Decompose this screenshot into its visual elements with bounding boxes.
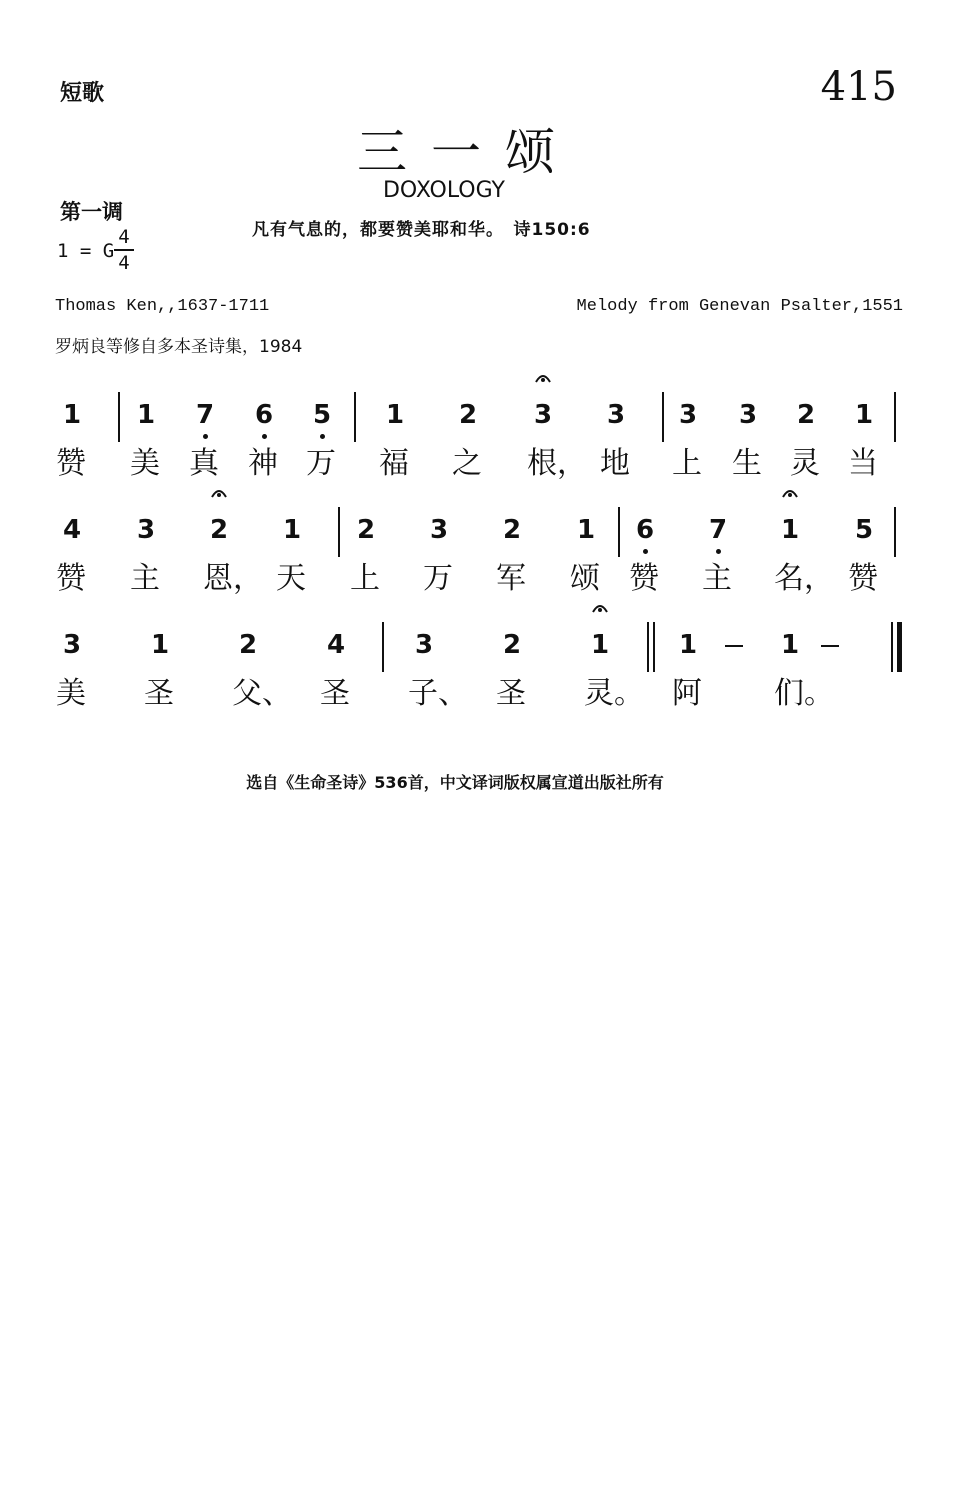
note-number: 7 <box>708 515 728 545</box>
fermata-icon <box>781 485 799 499</box>
score-note <box>525 400 561 430</box>
note-number: 1 <box>385 400 405 430</box>
note-number: 2 <box>796 400 816 430</box>
lyric-char: 圣 <box>144 676 174 711</box>
double-barline <box>653 622 655 672</box>
lyric-char: 生 <box>732 446 762 481</box>
lyric-char: 灵。 <box>584 676 644 711</box>
lyric-char: 赞 <box>629 561 659 596</box>
score-note <box>128 400 164 430</box>
lyric-char: 上 <box>672 446 702 481</box>
lyric-char: 圣 <box>496 676 526 711</box>
score-note <box>274 515 310 545</box>
note-number: 1 <box>590 630 610 660</box>
barline <box>338 507 340 557</box>
score-note <box>54 515 90 545</box>
key-signature: 1 = G <box>57 240 115 262</box>
barline <box>354 392 356 442</box>
score-note <box>406 630 442 660</box>
lyric-char: 颂 <box>570 561 600 596</box>
lyric-char: 赞 <box>56 446 86 481</box>
melody-source: Melody from Genevan Psalter,1551 <box>576 297 903 316</box>
note-number: 2 <box>238 630 258 660</box>
time-signature-top: 4 <box>118 226 130 248</box>
note-number: 1 <box>576 515 596 545</box>
note-number: 1 <box>150 630 170 660</box>
barline <box>118 392 120 442</box>
tune-label: 第一调 <box>60 199 123 224</box>
note-number: 3 <box>136 515 156 545</box>
score-note <box>730 400 766 430</box>
score-note <box>582 630 618 660</box>
note-number: 2 <box>502 630 522 660</box>
lyric-char: 当 <box>848 446 878 481</box>
score-note <box>788 400 824 430</box>
score-note <box>128 515 164 545</box>
score-note <box>201 515 237 545</box>
lyric-char: 灵 <box>790 446 820 481</box>
lyric-char: 赞 <box>56 561 86 596</box>
hymn-title-english: DOXOLOGY <box>382 178 505 203</box>
fermata-icon <box>210 485 228 499</box>
sustain-dash <box>821 645 839 647</box>
barline <box>894 507 896 557</box>
sustain-dash <box>725 645 743 647</box>
score-note <box>846 515 882 545</box>
lyric-char: 万 <box>423 561 453 596</box>
note-number: 1 <box>62 400 82 430</box>
score-note <box>246 400 282 430</box>
note-number: 2 <box>356 515 376 545</box>
note-number: 3 <box>62 630 82 660</box>
note-number: 4 <box>62 515 82 545</box>
time-signature-bottom: 4 <box>118 252 130 274</box>
note-number: 3 <box>429 515 449 545</box>
score-note <box>54 400 90 430</box>
final-barline <box>897 622 902 672</box>
lyric-char: 上 <box>350 561 380 596</box>
note-number: 5 <box>854 515 874 545</box>
note-number: 2 <box>458 400 478 430</box>
note-number: 3 <box>533 400 553 430</box>
score-note <box>846 400 882 430</box>
note-number: 1 <box>678 630 698 660</box>
note-number: 6 <box>635 515 655 545</box>
score-note <box>230 630 266 660</box>
lyric-char: 根， <box>527 446 587 481</box>
note-number: 6 <box>254 400 274 430</box>
score-note <box>348 515 384 545</box>
note-number: 3 <box>678 400 698 430</box>
scripture-verse: 凡有气息的，都要赞美耶和华。 诗150:6 <box>252 220 591 240</box>
lyric-char: 赞 <box>848 561 878 596</box>
score-note <box>318 630 354 660</box>
time-signature-line <box>114 249 134 251</box>
score-note <box>494 630 530 660</box>
score-note <box>54 630 90 660</box>
lower-octave-dot <box>203 434 208 439</box>
score-note <box>670 400 706 430</box>
score-note <box>377 400 413 430</box>
lyric-char: 阿 <box>672 676 702 711</box>
note-number: 2 <box>209 515 229 545</box>
lyric-char: 军 <box>496 561 526 596</box>
lower-octave-dot <box>643 549 648 554</box>
score-note <box>568 515 604 545</box>
lyric-char: 们。 <box>774 676 834 711</box>
score-note <box>304 400 340 430</box>
lower-octave-dot <box>320 434 325 439</box>
note-number: 5 <box>312 400 332 430</box>
note-number: 2 <box>502 515 522 545</box>
note-number: 4 <box>326 630 346 660</box>
time-signature <box>114 226 134 274</box>
note-number: 1 <box>282 515 302 545</box>
barline <box>662 392 664 442</box>
score-note <box>421 515 457 545</box>
note-number: 1 <box>136 400 156 430</box>
score-note <box>450 400 486 430</box>
lyric-char: 真 <box>189 446 219 481</box>
note-number: 7 <box>195 400 215 430</box>
lyric-char: 父、 <box>232 676 292 711</box>
barline <box>382 622 384 672</box>
note-number: 3 <box>606 400 626 430</box>
fermata-icon <box>534 370 552 384</box>
note-number: 3 <box>738 400 758 430</box>
score-note <box>494 515 530 545</box>
lower-octave-dot <box>262 434 267 439</box>
lyric-char: 主 <box>130 561 160 596</box>
lyric-char: 神 <box>248 446 278 481</box>
category-label: 短歌 <box>60 80 105 106</box>
lyric-char: 之 <box>452 446 482 481</box>
lyric-char: 美 <box>56 676 86 711</box>
lyric-author: Thomas Ken,,1637-1711 <box>55 297 270 316</box>
score-note <box>772 515 808 545</box>
score-note <box>772 630 808 660</box>
lyric-char: 恩， <box>203 561 263 596</box>
double-barline <box>647 622 649 672</box>
lyric-char: 地 <box>600 446 630 481</box>
barline <box>618 507 620 557</box>
copyright-footer: 选自《生命圣诗》536首，中文译词版权属宣道出版社所有 <box>246 773 664 792</box>
score-note <box>700 515 736 545</box>
score-note <box>187 400 223 430</box>
note-number: 1 <box>780 515 800 545</box>
score-note <box>142 630 178 660</box>
lyric-char: 天 <box>276 561 306 596</box>
hymn-number: 415 <box>820 64 897 110</box>
score-note <box>627 515 663 545</box>
note-number: 3 <box>414 630 434 660</box>
hymn-title: 三一颂 <box>357 123 579 181</box>
note-number: 1 <box>854 400 874 430</box>
lyric-char: 子、 <box>408 676 468 711</box>
lyric-char: 美 <box>130 446 160 481</box>
final-barline <box>891 622 893 672</box>
score-note <box>598 400 634 430</box>
lyric-char: 万 <box>306 446 336 481</box>
lower-octave-dot <box>716 549 721 554</box>
lyric-char: 圣 <box>320 676 350 711</box>
fermata-icon <box>591 600 609 614</box>
translator-credit: 罗炳良等修自多本圣诗集，1984 <box>55 337 303 357</box>
lyric-char: 名， <box>774 561 834 596</box>
lyric-char: 主 <box>702 561 732 596</box>
score-note <box>670 630 706 660</box>
note-number: 1 <box>780 630 800 660</box>
lyric-char: 福 <box>379 446 409 481</box>
barline <box>894 392 896 442</box>
